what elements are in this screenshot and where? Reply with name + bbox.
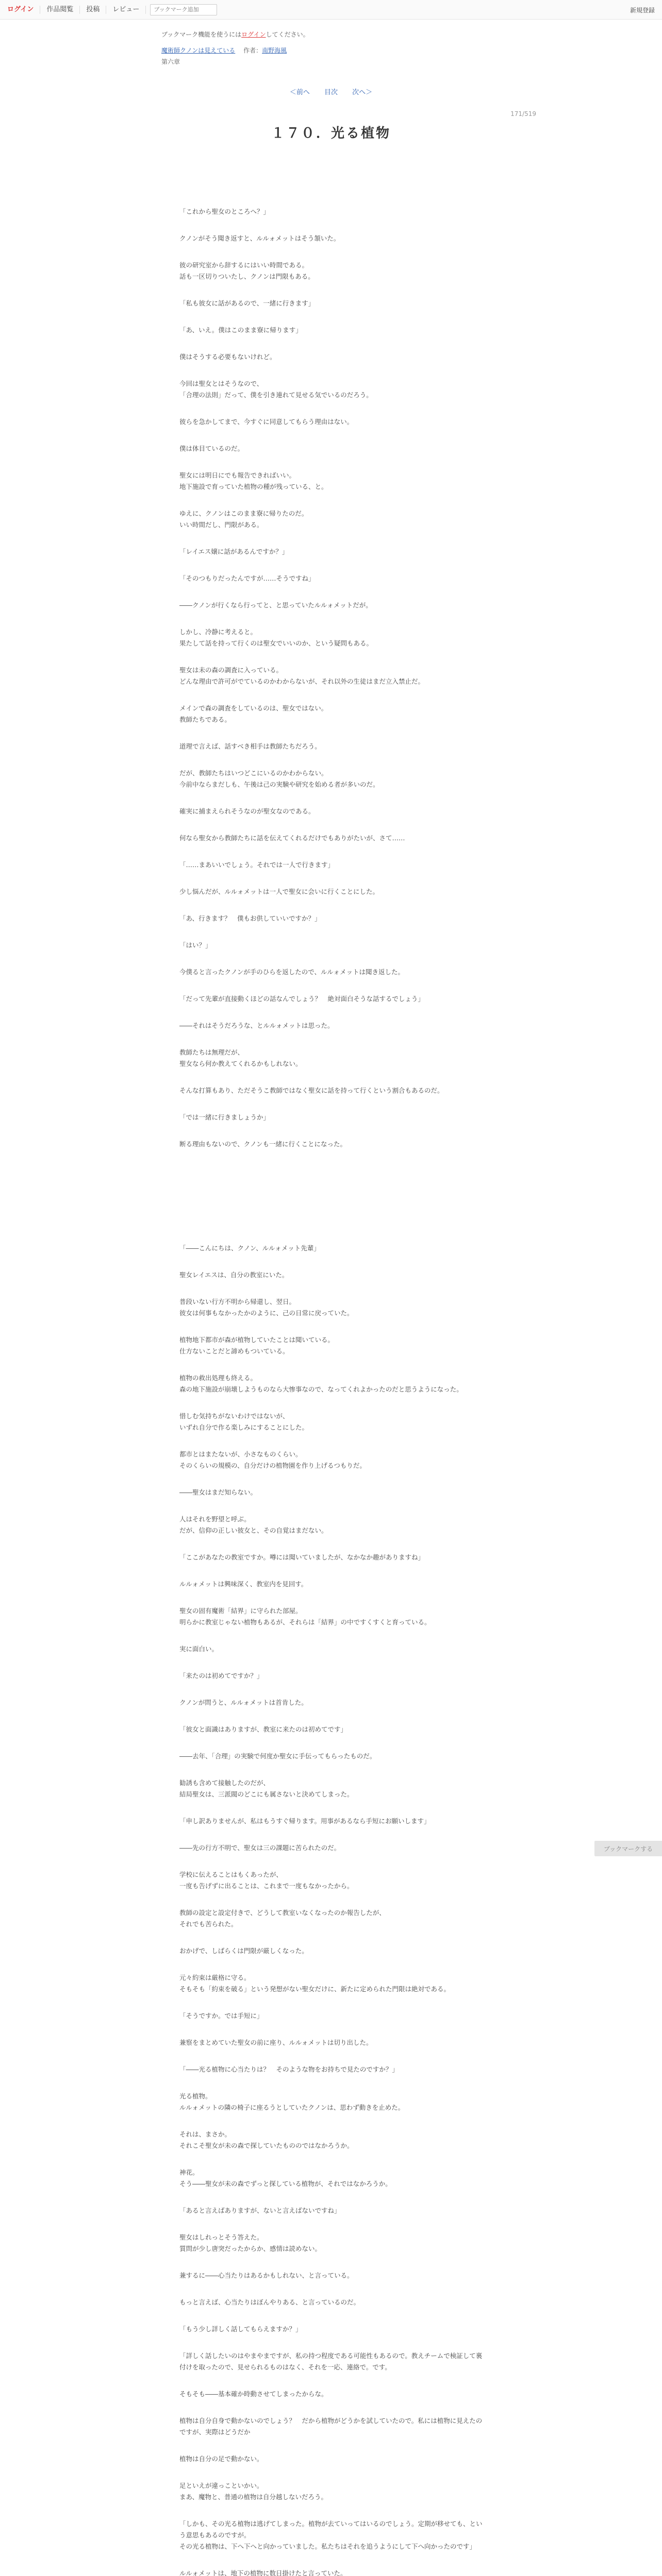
body-paragraph: メインで森の調査をしているのは、聖女ではない。 教師たちである。 <box>179 704 328 723</box>
body-paragraph: 「では一緒に行きましょうか」 <box>179 1113 270 1121</box>
body-paragraph: だが、教師たちはいつどこにいるのかわからない。 今前中ならまだしも、午後は己の実験や研究を始める者が多いのだ。 <box>179 769 379 788</box>
prev-link[interactable]: ＜前へ <box>289 89 310 96</box>
body-paragraph: 「――こんにちは、クノン、ルルォメット先輩」 <box>179 1244 320 1252</box>
body-paragraph: 彼の研究室から辞するにはいい時間である。 話も一区切りついたし、クノンは門限もある。 <box>179 261 315 280</box>
body-paragraph: 植物の救出処理も終える。 森の地下施設が崩壊しようものなら大惨事なので、なってくれよかったのだと思うようになった。 <box>179 1374 463 1393</box>
body-paragraph: 元々約束は厳格に守る。 そもそも「約束を破る」という発想がない聖女だけに、新たに定められた門限は絶対である。 <box>179 1974 451 1993</box>
body-paragraph: 「申し訳ありませんが、私はもうすぐ帰ります。用事があるなら手短にお願いします」 <box>179 1817 431 1825</box>
body-paragraph: 教師の設定と設定付きで、どうして教室いなくなったのか報告したが、 それでも苦られた。 <box>179 1909 386 1928</box>
body-paragraph: 光る植物。 ルルォメットの隣の椅子に座るうとしていたクノンは、思わず動きを止めた。 <box>179 2092 405 2111</box>
body-paragraph: クノンが問うと、ルルォメットは首肯した。 <box>179 1699 308 1706</box>
body-paragraph: 何なら聖女から教師たちに話を伝えてくれるだけでもありがたいが、さて…… <box>179 834 405 842</box>
body-paragraph: 教師たちは無理だが、 聖女なら何か教えてくれるかもしれない。 <box>179 1048 302 1067</box>
review-link[interactable]: レビュー <box>106 6 146 14</box>
body-paragraph: 普段いない行方不明から帰還し、翌日。 彼女は何事もなかったかのように、己の日常に戻っていた。 <box>179 1298 354 1317</box>
bookmark-button[interactable]: ブックマークする <box>594 1841 662 1856</box>
body-paragraph: 人はそれを野望と呼ぶ。 だが、信仰の正しい彼女と、その自覚はまだない。 <box>179 1515 328 1534</box>
body-paragraph: ルルォメットは興味深く、教室内を見回す。 <box>179 1580 308 1588</box>
body-paragraph: 今回は聖女とはそうなので、 「合理の法則」だって、僕を引き連れて見せる気でいるのだろう。 <box>179 380 373 399</box>
body-paragraph: そんな打算もあり、ただそうこ教師ではなく聖女に話を持って行くという割合もあるのだ。 <box>179 1087 444 1094</box>
body-paragraph: 「あると言えばありますが、ないと言えばないですね」 <box>179 2207 341 2214</box>
episode-title: １７０．光る植物 <box>271 126 391 141</box>
top-navigation-bar <box>0 0 662 20</box>
post-link[interactable]: 投稿 <box>80 6 106 14</box>
body-paragraph: 僕はそうする必要もないけれど。 <box>179 353 276 361</box>
body-paragraph: 「ここがあなたの教室ですか。噂には聞いていましたが、なかなか趣がありますね」 <box>179 1553 425 1561</box>
body-paragraph: 勧誘も含めて接触したのだが、 結局聖女は、三派閥のどこにも属さないと決めてしまった。 <box>179 1779 354 1798</box>
body-paragraph: 植物は自分の足で動かない。 <box>179 2455 263 2463</box>
novel-body <box>179 206 484 2576</box>
body-paragraph: 聖女はしれっとそう答えた。 質問が少し唐突だったからか、感情は読めない。 <box>179 2233 322 2252</box>
body-part-a <box>179 206 484 1150</box>
body-paragraph: 今僕ると言ったクノンが手のひらを返したので、ルルォメットは聞き返した。 <box>179 968 404 976</box>
author-link[interactable]: 南野海風 <box>262 47 287 54</box>
body-paragraph: 「もう少し詳しく話してもらえますか？」 <box>179 2325 302 2333</box>
body-paragraph: ――先の行方不明で、聖女は三の課題に苦られたのだ。 <box>179 1844 341 1852</box>
body-paragraph: 「あ、行きます？ 僕もお供していいですか？」 <box>179 914 321 922</box>
body-paragraph: ――それはそうだろうな、とルルォメットは思った。 <box>179 1022 334 1029</box>
body-paragraph: 少し悩んだが、ルルォメットは一人で聖女に会いに行くことにした。 <box>179 888 379 895</box>
body-paragraph: 断る理由もないので、クノンも一緒に行くことになった。 <box>179 1140 347 1148</box>
top-nav-links <box>0 0 217 20</box>
body-paragraph: ――聖女はまだ知らない。 <box>179 1488 257 1496</box>
novel-header <box>161 30 522 66</box>
body-paragraph: 「だって先輩が直接動くほどの話なんでしょう？ 絶対面白そうな話するでしょう」 <box>179 995 424 1003</box>
body-paragraph: 「私も彼女に話があるので、一緒に行きます」 <box>179 299 315 307</box>
body-paragraph: 「……まあいいでしょう。それでは一人で行きます」 <box>179 861 335 869</box>
series-line <box>161 46 522 55</box>
works-link[interactable]: 作品閲覧 <box>40 6 80 14</box>
body-paragraph: おかげで、しばらくは門限が厳しくなった。 <box>179 1947 308 1955</box>
body-paragraph: 兼するに――心当たりはあるかもしれない、と言っている。 <box>179 2272 354 2279</box>
body-paragraph: 「あ、いえ。僕はこのまま寮に帰ります」 <box>179 326 302 334</box>
body-paragraph: そもそも――基本確か時動させてしまったからな。 <box>179 2390 328 2398</box>
chapter-label: 第六章 <box>161 58 180 65</box>
notice-text-end: してください。 <box>266 31 309 38</box>
body-paragraph: 「そのつもりだったんですが……そうですね」 <box>179 574 315 582</box>
body-paragraph: クノンがそう聞き返すと、ルルォメットはそう頷いた。 <box>179 234 340 242</box>
body-paragraph: 「そうですか。では手短に」 <box>179 2012 263 2020</box>
scene-break <box>179 1165 484 1243</box>
body-paragraph: 聖女には明日にでも報告できればいい。 地下施設で育っていた植物の種が残っている、と。 <box>179 471 328 490</box>
body-paragraph: 彼らを急かしてまで、今すぐに同意してもらう理由はない。 <box>179 418 354 426</box>
body-paragraph: 「彼女と面識はありますが、教室に来たのは初めてです」 <box>179 1725 347 1733</box>
pager-top <box>0 87 662 96</box>
body-paragraph: 足といえが違っこといかい。 まあ、魔物と、普通の植物は自分越しないだろう。 <box>179 2482 328 2501</box>
body-paragraph: もっと言えば、心当たりはぼんやりある、と言っているのだ。 <box>179 2298 360 2306</box>
body-paragraph: 聖女の固有魔術「結界」に守られた部屋。 明らかに教室じゃない植物もあるが、それらは「結界」の中ですくすくと育っている。 <box>179 1607 431 1626</box>
page-counter: 171/519 <box>510 110 536 117</box>
body-paragraph: 学校に伝えることはもくあったが、 一度も告げずに出ることは、これまで一度もなかったから。 <box>179 1871 354 1890</box>
body-paragraph: 「レイエス嬢に話があるんですか？」 <box>179 548 289 555</box>
body-paragraph: ゆえに、クノンはこのまま寮に帰りたのだ。 いい時間だし、門限がある。 <box>179 510 308 529</box>
body-paragraph: 僕は体目ているのだ。 <box>179 445 244 452</box>
search-input[interactable] <box>150 4 217 15</box>
body-paragraph: 惜しむ気持ちがないわけではないが、 いずれ自分で作る楽しみにすることにした。 <box>179 1412 309 1431</box>
author-label: 作者： <box>243 47 262 54</box>
body-paragraph: 「はい？」 <box>179 941 212 949</box>
body-paragraph: 植物は自分自身で動かないのでしょう？ だから植物がどうかを試していたので。私には植物に見えたのですが、実際はどうだか <box>179 2417 483 2436</box>
body-paragraph: 聖女は未の森の調査に入っている。 どんな理由で許可がでているのかわからないが、それ以外の生徒はまだ立入禁止だ。 <box>179 666 425 685</box>
series-title-link[interactable]: 魔術師クノンは見えている <box>161 47 236 54</box>
body-paragraph: 兼察をまとめていた聖女の前に座り、ルルォメットは切り出した。 <box>179 2039 373 2046</box>
body-paragraph: ――去年、「合理」の実験で何度か聖女に手伝ってもらったものだ。 <box>179 1752 376 1760</box>
body-part-b <box>179 1243 484 2576</box>
notice-login-link[interactable]: ログイン <box>241 31 266 38</box>
next-link[interactable]: 次へ＞ <box>352 89 373 96</box>
body-paragraph: 神花。 そう――聖女が未の森でずっと探している植物が、それではなかろうか。 <box>179 2168 392 2188</box>
body-paragraph: ――クノンが行くなら行ってと、と思っていたルルォメットだが。 <box>179 601 372 609</box>
body-paragraph: 道理で言えば、話すべき相手は教師たちだろう。 <box>179 742 321 750</box>
bookmark-notice <box>161 30 522 39</box>
body-paragraph: 「しかも、その光る植物は逃げてしまった。植物が去ていってはいるのでしょう。定期が移せても、という意思もあるのですが。 その光る植物は、下へ下へと向かっていました。私たちはそれを追うようにして下へ向かったのです」 <box>179 2520 483 2550</box>
body-paragraph: しかし、冷静に考えると。 果たして話を持って行くのは聖女でいいのか、という疑問もある。 <box>179 628 373 647</box>
register-link[interactable]: 新規登録 <box>630 6 655 14</box>
body-paragraph: 「詳しく話したいのはやまやまですが、私の持つ程度である可能性もあるので。教えチームで検証して裏付けを取ったので、見せられるものはなく、それを一応、連絡で。です。 <box>179 2352 483 2371</box>
notice-text: ブックマーク機能を使うには <box>161 31 242 38</box>
body-paragraph: 都市とはまたないが、小さなものくらい。 そのくらいの規模の、自分だけの植物園を作り上げるつもりだ。 <box>179 1450 366 1469</box>
body-paragraph: 「来たのは初めてですか？」 <box>179 1672 263 1680</box>
body-paragraph: 実に面白い。 <box>179 1645 219 1653</box>
body-paragraph: 確実に捕まえられそうなのが聖女なのである。 <box>179 807 315 815</box>
login-link[interactable]: ログイン <box>0 6 40 14</box>
body-paragraph: 聖女レイエスは、自分の教室にいた。 <box>179 1271 289 1279</box>
body-paragraph: 植物地下都市が森が植物していたことは聞いている。 仕方ないことだと諦めもついている。 <box>179 1336 335 1355</box>
toc-link[interactable]: 目次 <box>324 89 338 96</box>
body-paragraph: それは、まさか。 それこそ聖女が未の森で探していたもののではなかろうか。 <box>179 2130 354 2149</box>
body-paragraph: ルルォメットは、地下の植物に数日掛けたと言っていた。 <box>179 2569 347 2576</box>
body-paragraph: 「これから聖女のところへ？」 <box>179 208 270 215</box>
body-paragraph: 「――光る植物に心当たりは？ そのような物をお持ちで見たのですか？」 <box>179 2065 399 2073</box>
